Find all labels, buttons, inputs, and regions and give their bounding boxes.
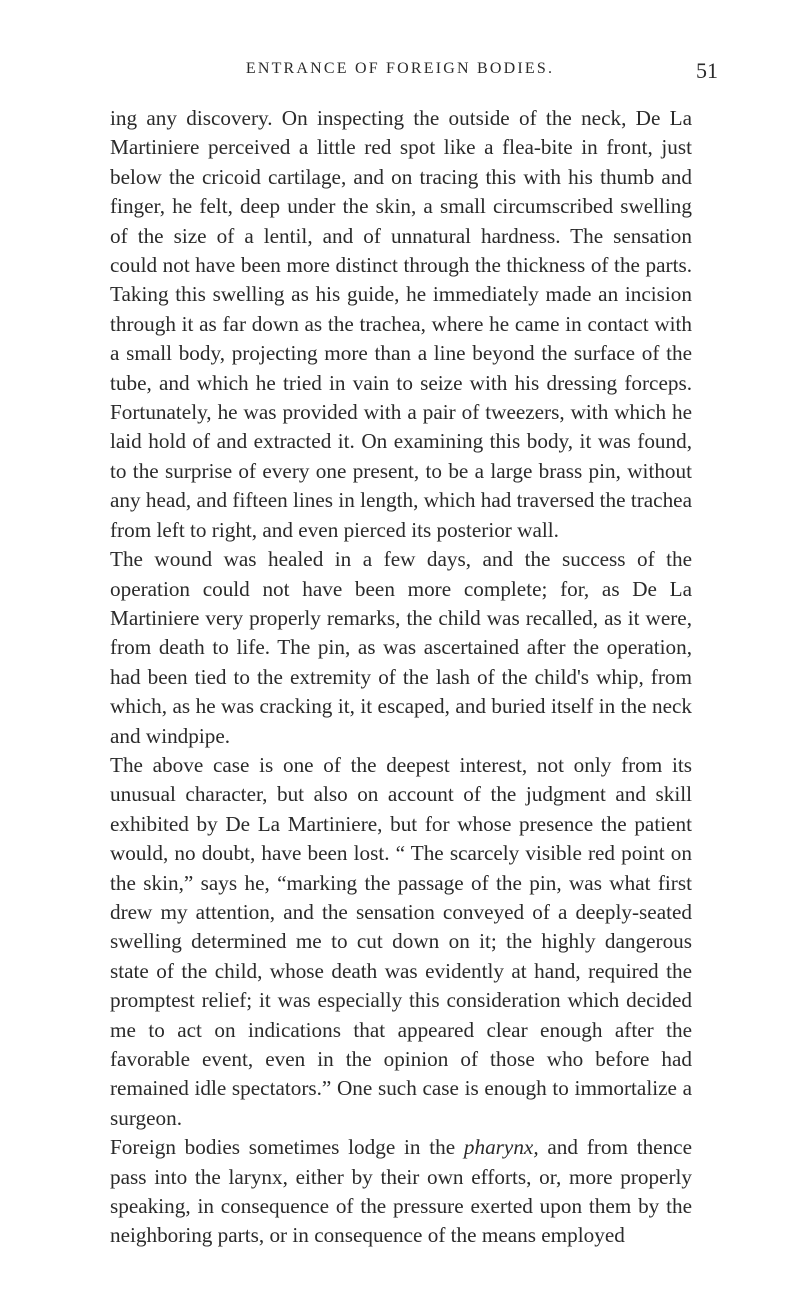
paragraph-3: The above case is one of the deepest interest, not only from its unusual character, but also on account of the judgment and skill exhibited by De La Martiniere, but for whose presence the patient would, no doubt, have been lost. “ The scarcely visible red point on the skin,” says he, “marking the passage of the pin, was what first drew my attention, and the sensation conveyed of a deeply-seated swelling determined me to cut down on it; the highly dangerous state of the child, whose death was evidently at hand, required the promptest relief; it was especially this consideration which decided me to act on indications that appeared clear enough after the favorable event, even in the opinion of those who before had remained idle spectators.” One such case is enough to immortalize a surgeon. — [110, 752, 692, 1130]
page-header — [0, 58, 800, 84]
paragraph-4 — [110, 1133, 692, 1251]
paragraph-2: The wound was healed in a few days, and the success of the operation could not have been more complete; for, as De La Martiniere very properly remarks, the child was recalled, as it were, from death to life. The pin, as was ascertained after the operation, had been tied to the extremity of the lash of the child's whip, from which, as he was cracking it, it escaped, and buried itself in the neck and windpipe. — [110, 547, 692, 748]
paragraph-4-end: and from thence pass into the larynx, either by their own efforts, or, more properly speaking, in consequence of the pressure exerted upon them by the neighboring parts, or in consequence of the means employed — [110, 1135, 692, 1248]
body-text — [110, 104, 692, 1251]
paragraph-1: ing any discovery. On inspecting the outside of the neck, De La Martiniere perceived a little red spot like a flea-bite in front, just below the cricoid cartilage, and on tracing this with his thumb and finger, he felt, deep under the skin, a small circumscribed swelling of the size of a lentil, and of unnatural hardness. The sensation could not have been more distinct through the thickness of the parts. Taking this swelling as his guide, he immediately made an incision through it as far down as the trachea, where he came in contact with a small body, projecting more than a line beyond the surface of the tube, and which he tried in vain to seize with his dressing forceps. Fortunately, he was provided with a pair of tweezers, with which he laid hold of and extracted it. On examining this body, it was found, to the surprise of every one present, to be a large brass pin, without any head, and fifteen lines in length, which had traversed the trachea from left to right, and even pierced its posterior wall. — [110, 106, 692, 542]
paragraph-4-italic-term: pharynx, — [463, 1135, 539, 1160]
page-number: 51 — [696, 58, 718, 83]
running-head: ENTRANCE OF FOREIGN BODIES. — [245, 60, 555, 77]
paragraph-4-start: Foreign bodies sometimes lodge in the — [110, 1135, 464, 1160]
